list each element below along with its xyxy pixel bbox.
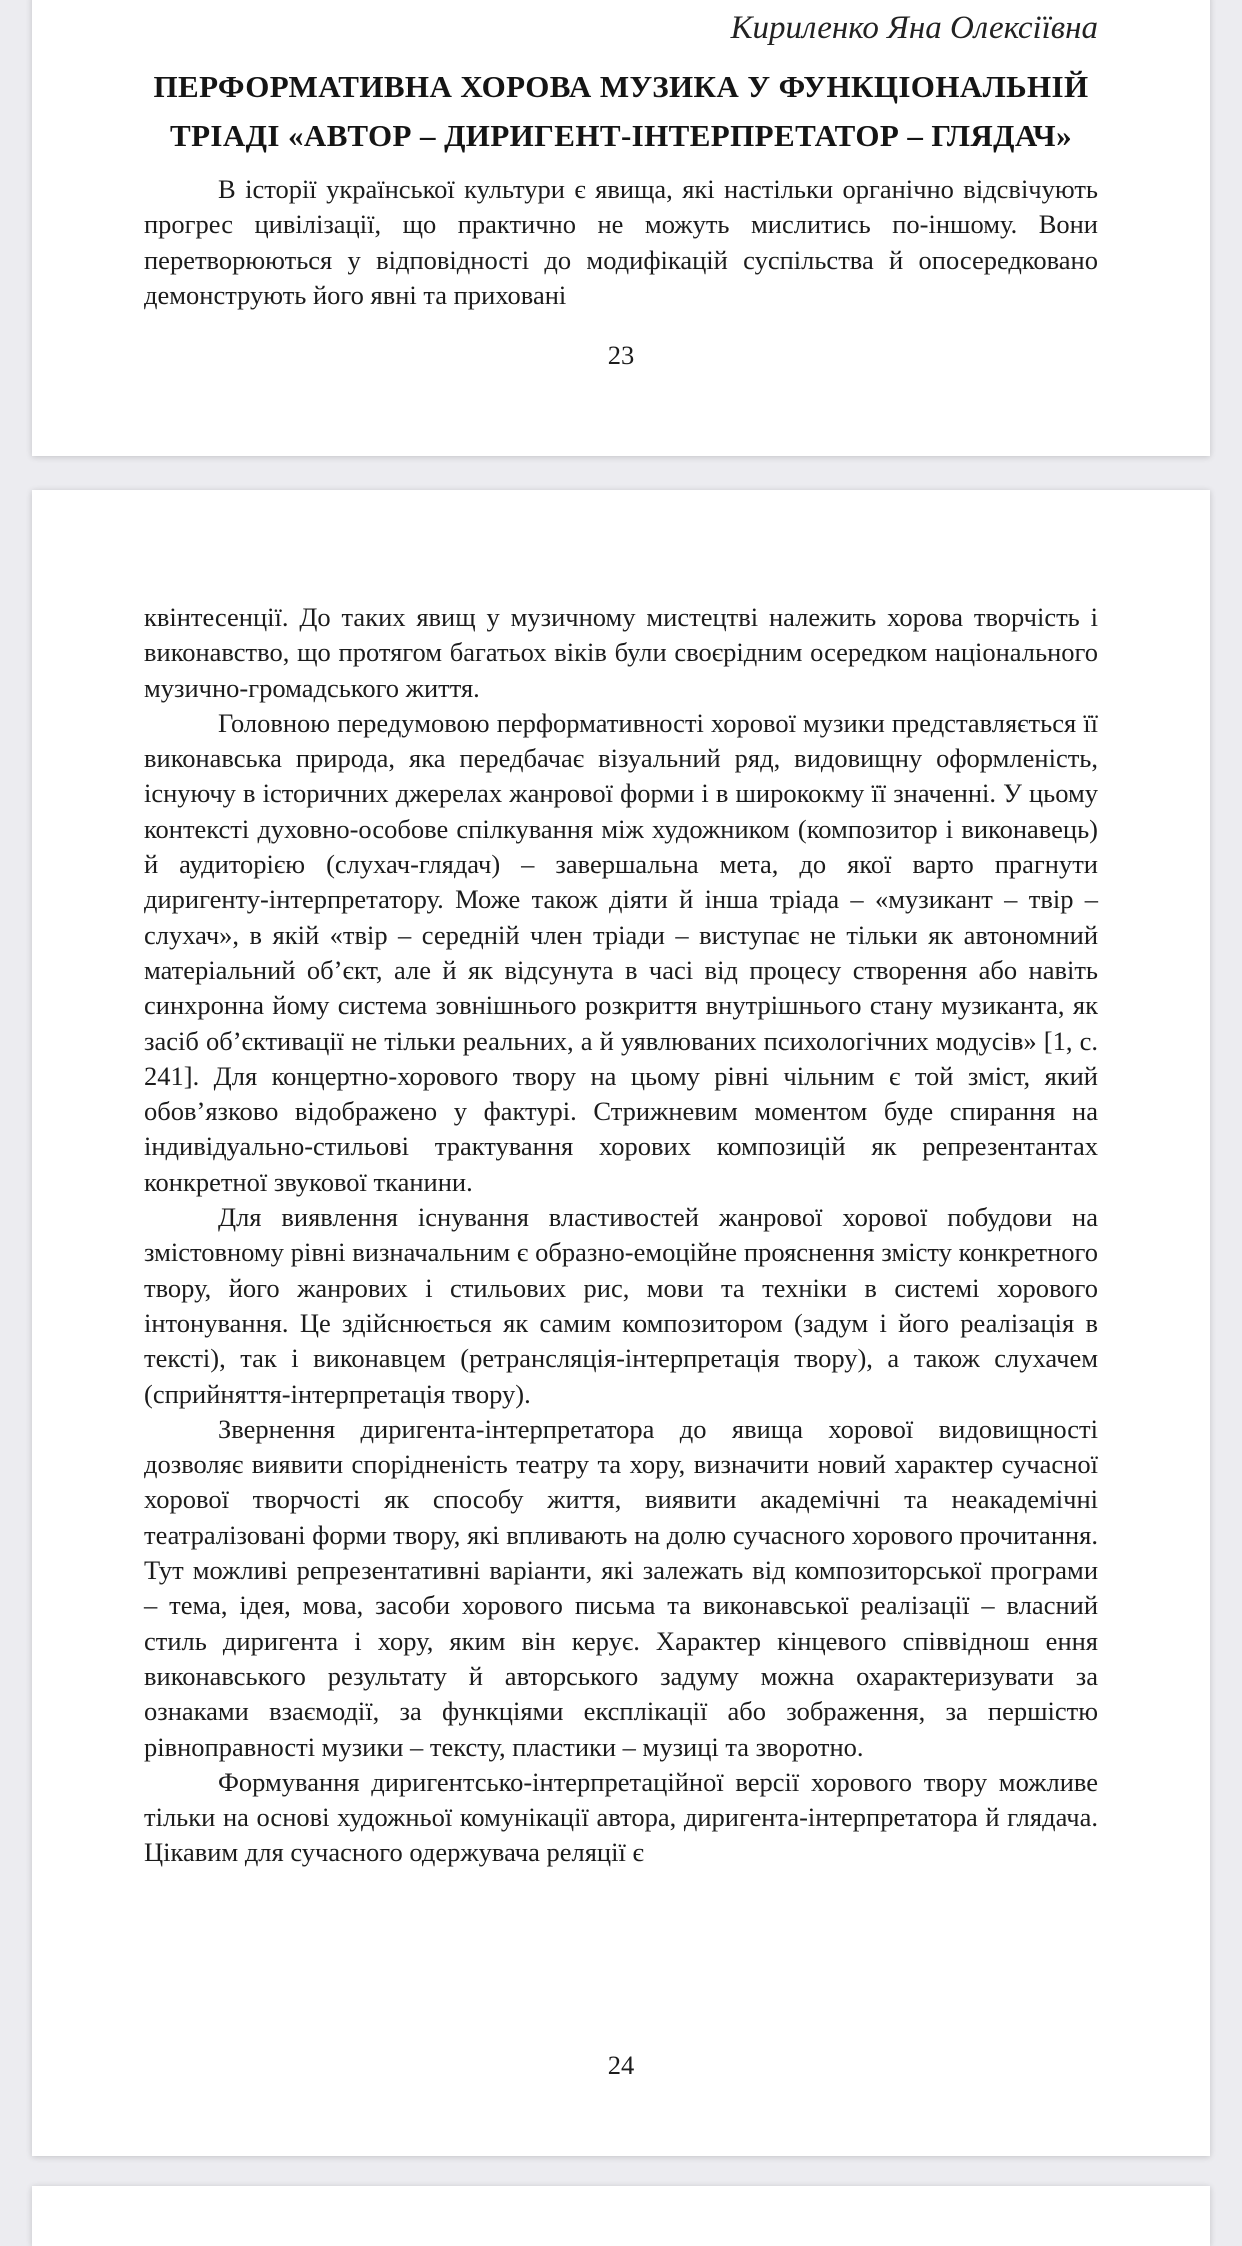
paragraph: Для виявлення існування властивостей жанрової хорової побудови на змістовному рівні визначальним є образно-емоційне прояснення змісту конкретного твору, його жанрових і стильових рис, мови та техніки в системі хорового інтонування. Це здійснюється як самим композитором (задум і його реалізація в тексті), так і виконавцем (ретрансляція-інтерпретація твору), а також слухачем (сприйняття-інтерпретація твору). bbox=[144, 1202, 1098, 1409]
page-number: 24 bbox=[607, 2050, 635, 2080]
paragraph: квінтесенції. До таких явищ у музичному мистецтві належить хорова творчість і виконавство, що протягом багатьох віків були своєрідним осередком національного музично-громадського життя. bbox=[144, 602, 1098, 703]
paragraph: Головною передумовою перформативності хорової музики представляється її виконавська природа, яка передбачає візуальний ряд, видовищну оформленість, існуючу в історичних джерелах жанрової форми і в ширококму її значенні. У цьому контексті духовно-особове спілкування між художником (композитор і виконавець) й аудиторією (слухач-глядач) – завершальна мета, до якої варто прагнути диригенту-інтерпретатору. Може також діяти й інша тріада – «музикант – твір – слухач», в якій «твір – середній член тріади – виступає не тільки як автономний матеріальний об’єкт, але й як відсунута в часі від процесу створення або навіть синхронна йому система зовнішнього розкриття внутрішнього стану музиканта, як засіб об’єктивації не тільки реальних, а й уявлюваних психологічних модусів» [1, с. 241]. Для концертно-хорового твору на цьому рівні чільним є той зміст, який обов’язково відображено у фактурі. Стрижневим моментом буде спирання на індивідуально-стильові трактування хорових композицій як репрезентантах конкретної звукової тканини. bbox=[144, 707, 1098, 1197]
paragraph: Звернення диригента-інтерпретатора до явища хорової видовищності дозволяє виявити спорідненість театру та хору, визначити новий характер сучасної хорової творчості як способу життя, виявити академічні та неакадемічні театралізовані форми твору, які впливають на долю сучасного хорового прочитання. Тут можливі репрезентативні варіанти, які залежать від композиторської програми – тема, ідея, мова, засоби хорового письма та виконавської реалізації – власний стиль диригента і хору, яким він керує. Характер кінцевого співвіднош ення виконавського результату й авторського задуму можна охарактеризувати за ознаками взаємодії, за функціями експлікації або зображення, за першістю рівноправності музики – тексту, пластики – музиці та зворотно. bbox=[144, 1413, 1098, 1762]
author-name: Кириленко Яна Олексіївна bbox=[730, 10, 1098, 46]
page-25-partial bbox=[32, 2186, 1210, 2246]
article-title-line-1: ПЕРФОРМАТИВНА ХОРОВА МУЗИКА У ФУНКЦІОНАЛЬНІЙ bbox=[153, 69, 1089, 104]
page-23-body bbox=[144, 172, 1098, 313]
article-title bbox=[142, 62, 1100, 160]
page-24 bbox=[32, 490, 1210, 2156]
page-24-body bbox=[144, 600, 1098, 1871]
paragraph: Формування диригентсько-інтерпретаційної версії хорового твору можливе тільки на основі художньої комунікації автора, диригента-інтерпретатора й глядача. Цікавим для сучасного одержувача реляції є bbox=[144, 1766, 1098, 1868]
page-23 bbox=[32, 0, 1210, 456]
article-title-line-2: ТРІАДІ «АВТОР – ДИРИГЕНТ-ІНТЕРПРЕТАТОР – ГЛЯДАЧ» bbox=[170, 118, 1072, 153]
page-number: 23 bbox=[607, 340, 635, 370]
paragraph: В історії української культури є явища, які настільки органічно відсвічують прогрес цивілізації, що практично не можуть мислитись по-іншому. Вони перетворюються у відповідності до модифікацій суспільства й опосередковано демонструють його явні та приховані bbox=[144, 174, 1098, 310]
